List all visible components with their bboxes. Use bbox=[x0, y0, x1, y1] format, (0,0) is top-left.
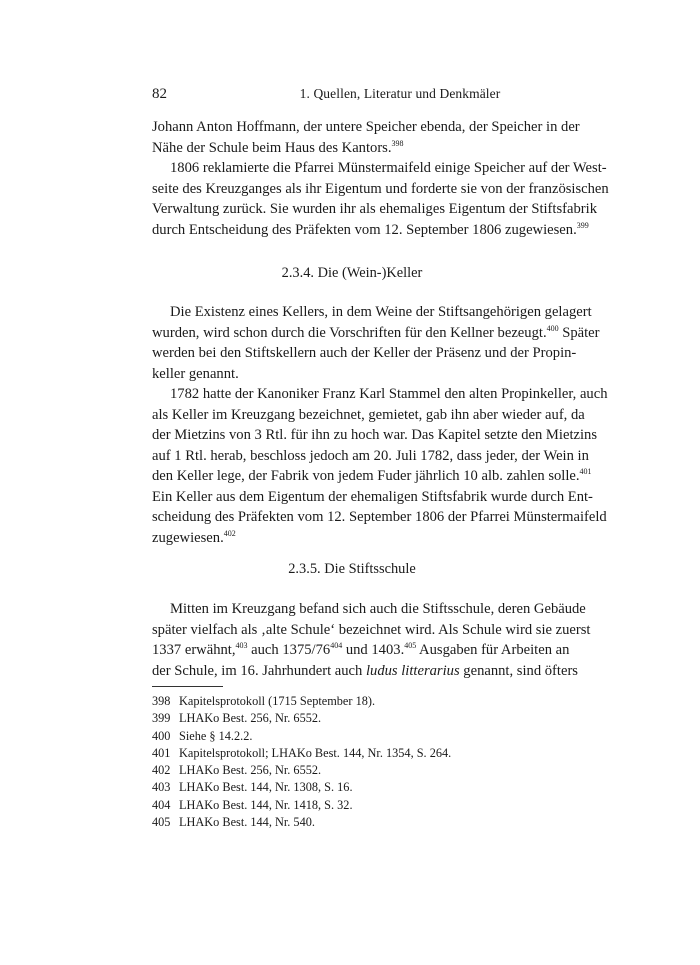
text-line: später vielfach als ‚alte Schule‘ bezeichnet wird. Als Schule wird sie zuerst bbox=[152, 621, 591, 638]
paragraph-propinkeller bbox=[152, 384, 608, 548]
footnote-ref-401[interactable]: 401 bbox=[579, 467, 592, 476]
page-header bbox=[152, 86, 552, 106]
footnote-ref-400[interactable]: 400 bbox=[546, 323, 559, 333]
footnote: 405 LHAKo Best. 144, Nr. 540. bbox=[152, 815, 315, 830]
footnote: 404 LHAKo Best. 144, Nr. 1418, S. 32. bbox=[152, 797, 353, 812]
footnote-ref-405[interactable]: 405 bbox=[404, 641, 417, 650]
text-line: scheidung des Präfekten vom 12. September 1806 der Pfarrei Münstermaifeld bbox=[152, 509, 607, 525]
paragraph-speicher-continued bbox=[152, 117, 580, 158]
footnote: 398 Kapitelsprotokoll (1715 September 18). bbox=[152, 694, 376, 708]
footnote-ref-399[interactable]: 399 bbox=[576, 220, 589, 230]
footnote: 402 LHAKo Best. 256, Nr. 6552. bbox=[152, 763, 322, 778]
paragraph-stiftsschule bbox=[152, 599, 591, 681]
text-line: durch Entscheidung des Präfekten vom 12. September 1806 zugewiesen.$^{399}$ bbox=[152, 220, 589, 238]
footnotes bbox=[152, 693, 552, 831]
page-number: 82 bbox=[152, 86, 167, 102]
text-line: Johann Anton Hoffmann, der untere Speicher ebenda, der Speicher in der bbox=[152, 119, 580, 135]
text-line: auf 1 Rtl. herab, beschloss jedoch am 20. Juli 1782, dass jeder, der Wein in bbox=[152, 447, 589, 464]
text-line: 1806 reklamierte die Pfarrei Münstermaifeld einige Speicher auf der West- bbox=[170, 160, 607, 176]
text-line: Nähe der Schule beim Haus des Kantors.$^{398}$ bbox=[152, 138, 404, 156]
footnote: 400 Siehe § 14.2.2. bbox=[152, 728, 253, 743]
footnote: 399 LHAKo Best. 256, Nr. 6552. bbox=[152, 711, 322, 726]
footnote-ref-398[interactable]: 398 bbox=[391, 138, 404, 148]
text-line: der Mietzins von 3 Rtl. für ihn zu hoch war. Das Kapitel setzte den Mietzins bbox=[152, 427, 598, 443]
text-line: wurden, wird schon durch die Vorschriften für den Kellner bezeugt.$^{400}$ Später bbox=[152, 323, 600, 341]
text-line: werden bei den Stiftskellern auch der Keller der Präsenz und der Propin- bbox=[152, 345, 577, 361]
footnote-divider bbox=[152, 686, 223, 687]
section-heading-keller: 2.3.4. Die (Wein-)Keller bbox=[281, 265, 423, 281]
text-line: Ein Keller aus dem Eigentum der ehemaligen Stiftsfabrik wurde durch Ent- bbox=[152, 488, 593, 505]
paragraph-speicher-1806 bbox=[152, 158, 609, 240]
paragraph-keller-existenz bbox=[152, 302, 600, 384]
text-line: seite des Kreuzganges als ihr Eigentum und forderte sie von der französischen bbox=[152, 180, 609, 197]
text-line: keller genannt. bbox=[152, 365, 239, 382]
text-line: zugewiesen.$^{402}$ bbox=[152, 528, 236, 546]
text-line: 1782 hatte der Kanoniker Franz Karl Stammel den alten Propinkeller, auch bbox=[170, 386, 608, 402]
footnote-ref-404[interactable]: 404 bbox=[330, 641, 343, 650]
footnote: 403 LHAKo Best. 144, Nr. 1308, S. 16. bbox=[152, 780, 353, 795]
text-line: Die Existenz eines Kellers, in dem Weine der Stiftsangehörigen gelagert bbox=[170, 304, 592, 320]
running-title: 1. Quellen, Literatur und Denkmäler bbox=[299, 86, 501, 101]
text-line: Mitten im Kreuzgang befand sich auch die Stiftsschule, deren Gebäude bbox=[170, 601, 586, 617]
text-line: der Schule, im 16. Jahrhundert auch ludus litterarius genannt, sind öfters bbox=[152, 662, 578, 679]
footnote: 401 Kapitelsprotokoll; LHAKo Best. 144, Nr. 1354, S. 264. bbox=[152, 745, 452, 760]
footnote-ref-402[interactable]: 402 bbox=[223, 528, 236, 538]
text-line: als Keller im Kreuzgang bezeichnet, gemietet, gab ihn aber wieder auf, da bbox=[152, 406, 585, 423]
text-line: den Keller lege, der Fabrik von jedem Fuder jährlich 10 alb. zahlen solle.$^{401}$ bbox=[152, 467, 592, 484]
text-line: 1337 erwähnt,$^{403}$ auch $1375/76^{404}$ und 1403.$^{405}$ Ausgaben für Arbeiten an bbox=[152, 641, 570, 658]
section-heading-stiftsschule: 2.3.5. Die Stiftsschule bbox=[288, 561, 416, 577]
footnote-ref-403[interactable]: 403 bbox=[235, 641, 248, 650]
text-line: Verwaltung zurück. Sie wurden ihr als ehemaliges Eigentum der Stiftsfabrik bbox=[152, 201, 597, 217]
